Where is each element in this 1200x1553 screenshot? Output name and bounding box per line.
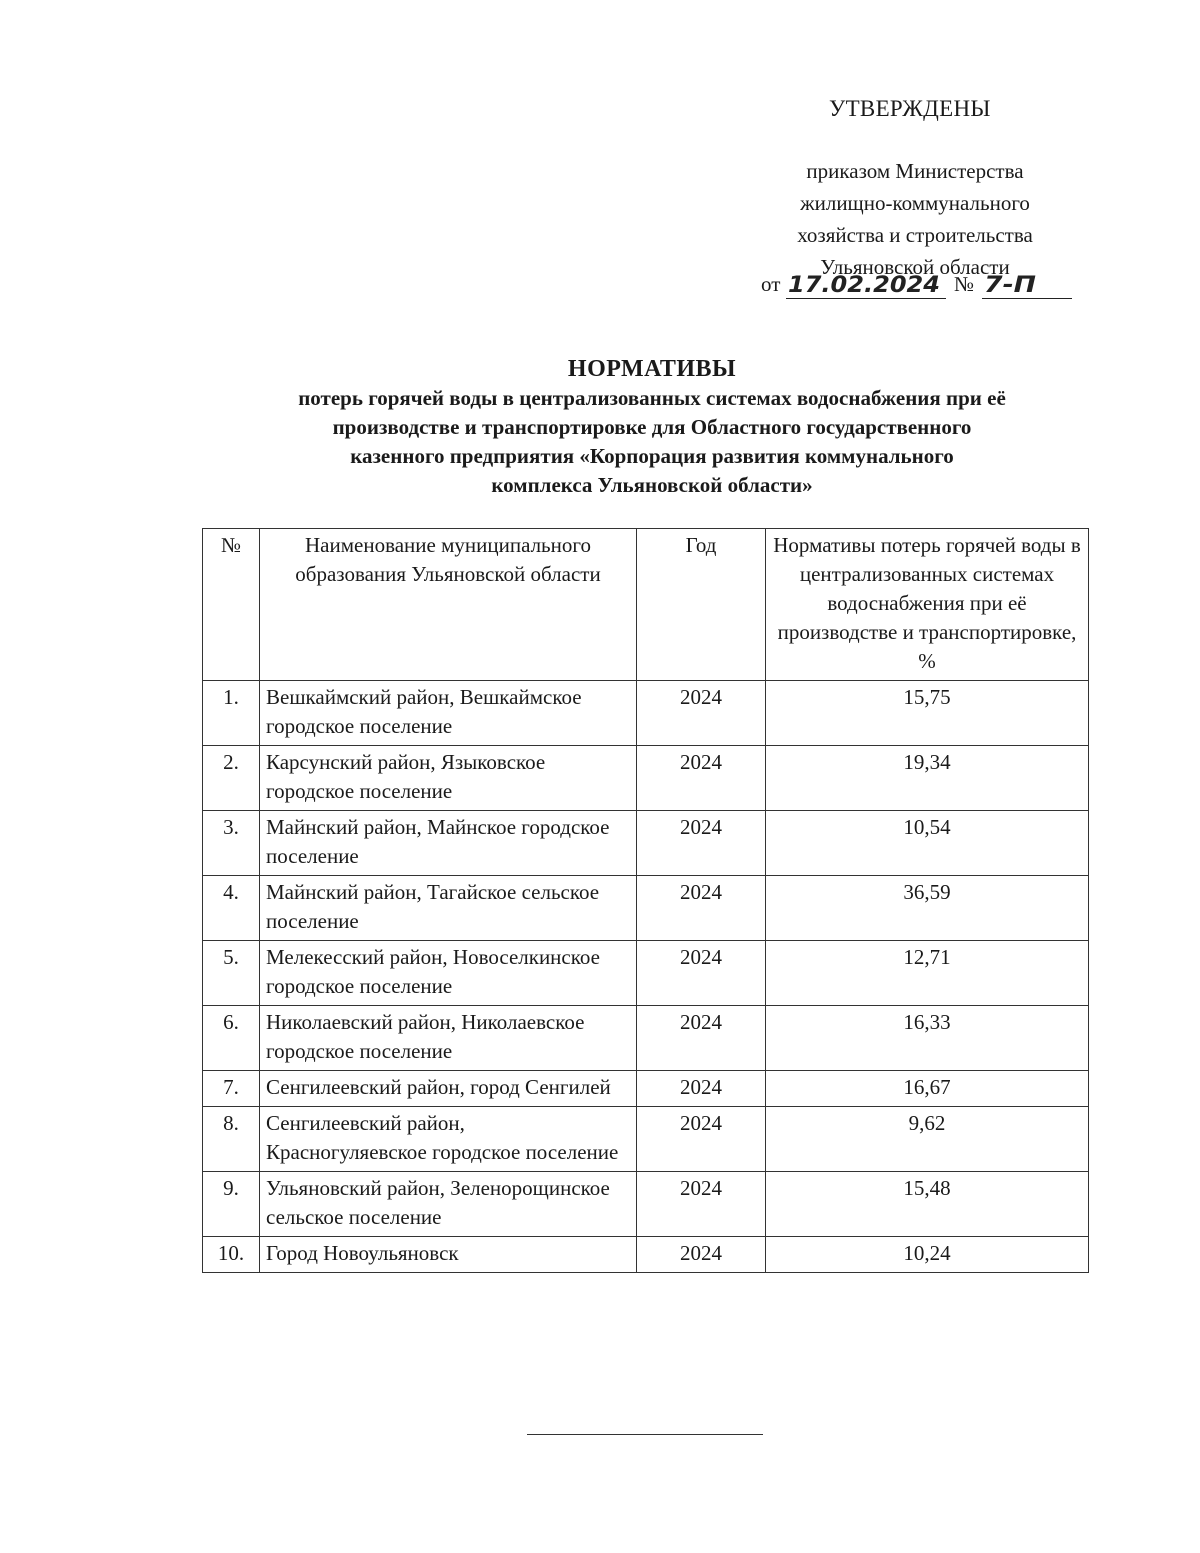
order-line: жилищно-коммунального [800, 191, 1030, 215]
row-municipality: Город Новоульяновск [260, 1237, 637, 1273]
date-prefix: от [761, 272, 781, 296]
row-number: 5. [203, 941, 260, 1006]
row-year: 2024 [637, 811, 766, 876]
approval-heading: УТВЕРЖДЕНЫ [829, 96, 991, 121]
header-year: Год [637, 529, 766, 681]
table-header-row [203, 529, 1089, 681]
table-row [203, 876, 1089, 941]
subtitle-line: производстве и транспортировке для Областного государственного [332, 415, 972, 439]
document-subtitle [200, 384, 1104, 500]
row-municipality: Майнский район, Майнское городское поселение [260, 811, 637, 876]
handwritten-number [982, 268, 1042, 298]
row-municipality: Вешкаймский район, Вешкаймское городское поселение [260, 681, 637, 746]
subtitle-line: казенного предприятия «Корпорация развития коммунального [350, 444, 954, 468]
subtitle-line: потерь горячей воды в централизованных системах водоснабжения при её [298, 386, 1006, 410]
row-number: 2. [203, 746, 260, 811]
row-loss-norm: 15,48 [766, 1172, 1089, 1237]
row-loss-norm: 10,54 [766, 811, 1089, 876]
handwritten-date-text: 17.02.2024 [788, 273, 940, 298]
row-municipality: Майнский район, Тагайское сельское поселение [260, 876, 637, 941]
table-row [203, 746, 1089, 811]
table-row [203, 811, 1089, 876]
row-loss-norm: 19,34 [766, 746, 1089, 811]
row-municipality: Сенгилеевский район, город Сенгилей [260, 1071, 637, 1107]
row-municipality: Николаевский район, Николаевское городское поселение [260, 1006, 637, 1071]
document-title: НОРМАТИВЫ [567, 356, 737, 382]
order-line: Ульяновской области [820, 255, 1010, 279]
norms-table [202, 528, 1089, 1273]
row-year: 2024 [637, 876, 766, 941]
table-row [203, 1237, 1089, 1273]
row-loss-norm: 10,24 [766, 1237, 1089, 1273]
order-line: приказом Министерства [806, 159, 1024, 183]
row-year: 2024 [637, 681, 766, 746]
row-municipality: Сенгилеевский район, Красногуляевское городское поселение [260, 1107, 637, 1172]
row-loss-norm: 16,33 [766, 1006, 1089, 1071]
row-loss-norm: 12,71 [766, 941, 1089, 1006]
handwritten-number-text: 7-П [984, 273, 1036, 298]
table-row [203, 681, 1089, 746]
row-number: 3. [203, 811, 260, 876]
table-body [203, 681, 1089, 1273]
number-underline [982, 298, 1072, 299]
row-loss-norm: 36,59 [766, 876, 1089, 941]
table-row [203, 1172, 1089, 1237]
row-loss-norm: 15,75 [766, 681, 1089, 746]
row-loss-norm: 9,62 [766, 1107, 1089, 1172]
row-number: 10. [203, 1237, 260, 1273]
table-row [203, 1071, 1089, 1107]
approving-order [760, 155, 1070, 283]
subtitle-line: комплекса Ульяновской области» [491, 473, 813, 497]
table-row [203, 941, 1089, 1006]
header-number: № [203, 529, 260, 681]
row-year: 2024 [637, 941, 766, 1006]
handwritten-date [786, 268, 944, 298]
row-number: 4. [203, 876, 260, 941]
row-number: 8. [203, 1107, 260, 1172]
row-number: 6. [203, 1006, 260, 1071]
row-municipality: Ульяновский район, Зеленорощинское сельское поселение [260, 1172, 637, 1237]
date-underline [786, 298, 946, 299]
row-year: 2024 [637, 746, 766, 811]
row-year: 2024 [637, 1071, 766, 1107]
row-year: 2024 [637, 1172, 766, 1237]
row-loss-norm: 16,67 [766, 1071, 1089, 1107]
table-row [203, 1006, 1089, 1071]
order-line: хозяйства и строительства [797, 223, 1033, 247]
end-rule [527, 1434, 763, 1435]
row-year: 2024 [637, 1006, 766, 1071]
header-loss-norm: Нормативы потерь горячей воды в централизованных системах водоснабжения при её производстве и транспортировке, % [766, 529, 1089, 681]
row-number: 1. [203, 681, 260, 746]
row-year: 2024 [637, 1237, 766, 1273]
row-number: 7. [203, 1071, 260, 1107]
row-municipality: Мелекесский район, Новоселкинское городское поселение [260, 941, 637, 1006]
number-prefix: № [954, 272, 975, 296]
row-municipality: Карсунский район, Языковское городское поселение [260, 746, 637, 811]
table-row [203, 1107, 1089, 1172]
header-municipality: Наименование муниципального образования Ульяновской области [260, 529, 637, 681]
row-number: 9. [203, 1172, 260, 1237]
row-year: 2024 [637, 1107, 766, 1172]
